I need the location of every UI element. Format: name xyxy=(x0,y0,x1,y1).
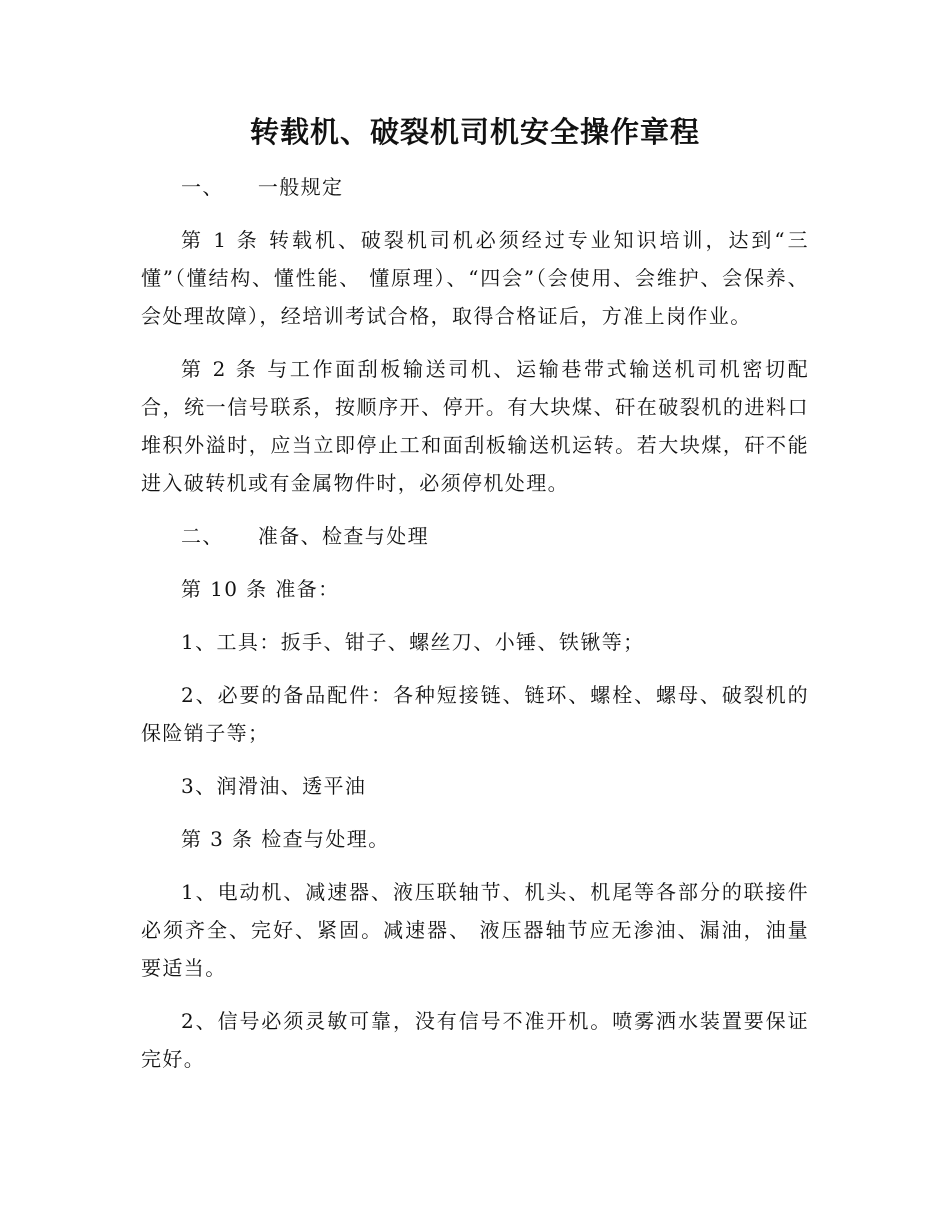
section-number: 一、 xyxy=(181,175,224,199)
list-item-tools: 1、工具：扳手、钳子、螺丝刀、小锤、铁锹等； xyxy=(181,630,645,654)
list-item-spare-parts: 2、必要的备品配件：各种短接链、链环、螺栓、螺母、破裂机的保险销子等； xyxy=(141,683,809,745)
section-heading-1 xyxy=(141,168,809,206)
article-1-paragraph: 第 1 条 转载机、破裂机司机必须经过专业知识培训，达到“三懂”（懂结构、懂性能、 懂原理）、“四会”（会使用、会维护、会保养、会处理故障），经培训考试合格，取得合格证后，方准上岗作业。 xyxy=(141,228,809,328)
list-item-lubricants: 3、润滑油、透平油 xyxy=(181,774,367,798)
section-heading-2 xyxy=(141,517,809,555)
article-10-heading: 第 10 条 准备： xyxy=(181,577,340,601)
list-item-connections: 1、电动机、减速器、液压联轴节、机头、机尾等各部分的联接件必须齐全、完好、紧固。减速器、 液压器轴节应无渗油、漏油，油量要适当。 xyxy=(141,880,809,980)
document-body xyxy=(141,168,809,1093)
article-2-paragraph: 第 2 条 与工作面刮板输送司机、运输巷带式输送机司机密切配合，统一信号联系，按顺序开、停开。有大块煤、矸在破裂机的进料口堆积外溢时，应当立即停止工和面刮板输送机运转。若大块煤，矸不能进入破转机或有金属物件时，必须停机处理。 xyxy=(141,357,809,495)
section-title: 准备、检查与处理 xyxy=(257,524,430,548)
document-title: 转载机、破裂机司机安全操作章程 xyxy=(249,115,700,149)
section-title: 一般规定 xyxy=(257,175,344,199)
section-number: 二、 xyxy=(181,524,224,548)
article-3-heading: 第 3 条 检查与处理。 xyxy=(181,827,390,851)
list-item-signals: 2、信号必须灵敏可靠，没有信号不准开机。喷雾洒水装置要保证完好。 xyxy=(141,1009,809,1071)
